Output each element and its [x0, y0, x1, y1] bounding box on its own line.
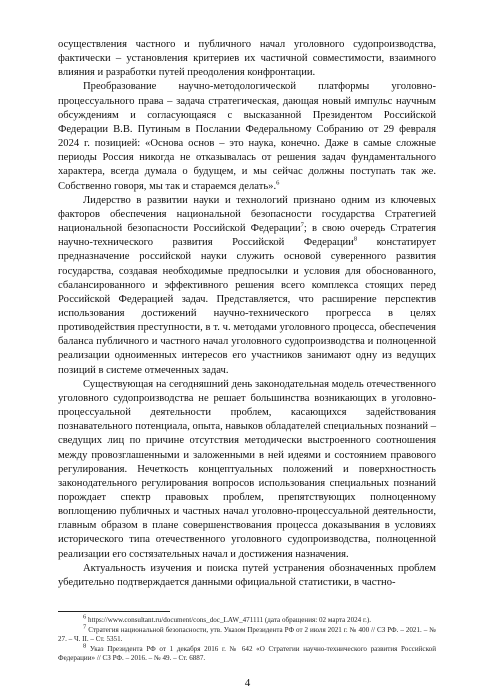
footnote-separator	[58, 611, 170, 612]
footnote-number: 8	[83, 642, 87, 650]
footnote-6	[58, 613, 436, 626]
paragraph-relevance	[58, 562, 436, 590]
footnote-8	[58, 642, 436, 664]
paragraph-leadership	[58, 194, 436, 378]
paragraph-text: ; в свою очередь Стратегия научно-технического развития Российской Федерации	[58, 223, 436, 249]
paragraph-text: констатирует предназначение российской науки служить основой суверенного развития государства, создавая необходимые предпосылки и условия для обоснованного, сбалансированного и эффективного решения всего комплекса стоящих перед Российской Федерацией задач. Представляется, что расширение перспектив использования достижений научно-технического прогресса в целях противодействия преступности, в т. ч. методами уголовного процесса, обеспечения баланса публичного и частного начал уголовного судопроизводства и полноценной реализации одноименных интересов его участников занимают одну из ведущих позиций в системе отмеченных задач.	[58, 237, 436, 376]
footnotes	[58, 613, 436, 664]
footnote-ref-6: 6	[276, 179, 280, 187]
footnote-ref-8: 8	[353, 235, 358, 243]
footnote-text: https://www.consultant.ru/document/cons_doc_LAW_471111 (дата обращения: 02 марта 2024 г.).	[86, 616, 372, 624]
paragraph-continuation	[58, 38, 436, 80]
paragraph-text: Существующая на сегодняшний день законодательная модель отечественного уголовного судопроизводства не решает большинства возникающих в уголовно-процессуальной деятельности проблем, касающихся задействования познавательного потенциала, опыта, навыков обладателей специальных познаний – сведущих лиц по причине отсутствия методически выстроенного соотношения между провозглашенными и заложенными в ней идеями и состоянием правового регулирования. Нечеткость концептуальных положений и поверхностность законодательного регулирования вопросов использования специальных познаний порождает спектр правовых проблем, препятствующих полноценному воплощению публичных и частных начал уголовно-процессуальной деятельности, главным образом в плане совершенствования процесса доказывания в условиях исторического типа отечественного уголовного судопроизводства, полноценной реализации его состязательных начал и достижения назначения.	[58, 378, 436, 560]
paragraph-text: осуществления частного и публичного начал уголовного судопроизводства, фактически – установления критериев их частичной совместимости, взаимного влияния и разработки путей преодоления конфронтации.	[58, 39, 436, 79]
footnote-text: Стратегия национальной безопасности, утв. Указом Президента РФ от 2 июля 2021 г. № 400 // СЗ РФ. – 2021. – № 27. – Ч. II. – Ст. 5351.	[58, 625, 436, 644]
paragraph-legislative-model	[58, 378, 436, 562]
paragraph-text: Актуальность изучения и поиска путей устранения обозначенных проблем убедительно подтверждается данными официальной статистики, в частно-	[58, 562, 436, 588]
paragraph-text: Преобразование научно-методологической платформы уголовно-процессуального права – задача стратегическая, дающая новый импульс научным обсуждениям и согласующаяся с высказанной Президентом Российской Федерации В.В. Путиным в Послании Федеральному Собранию от 29 февраля 2024 г. позицией: «Основа основ – это наука, конечно. Даже в самые сложные периоды Россия никогда не отказывалась от решения задач фундаментального характера, всегда думала о будущем, и мы сейчас должны поступать так же. Собственно говоря, мы так и стараемся делать».	[58, 81, 436, 192]
paragraph-text: Лидерство в развитии науки и технологий признано одним из ключевых факторов обеспечения национальной безопасности государства Стратегией национальной безопасности Российской Федерации	[58, 194, 436, 235]
footnote-number: 7	[83, 623, 87, 631]
paragraph-science-platform	[58, 80, 436, 193]
page-number: 4	[244, 677, 251, 689]
footnote-number: 6	[83, 613, 87, 621]
footnote-7	[58, 623, 436, 645]
footnote-text: Указ Президента РФ от 1 декабря 2016 г. № 642 «О Стратегии научно-технического развития Российской Федерации» // СЗ РФ. – 2016. – № 49. – Ст. 6887.	[58, 644, 436, 663]
footnote-ref-7: 7	[300, 221, 304, 229]
body-text	[58, 38, 436, 590]
